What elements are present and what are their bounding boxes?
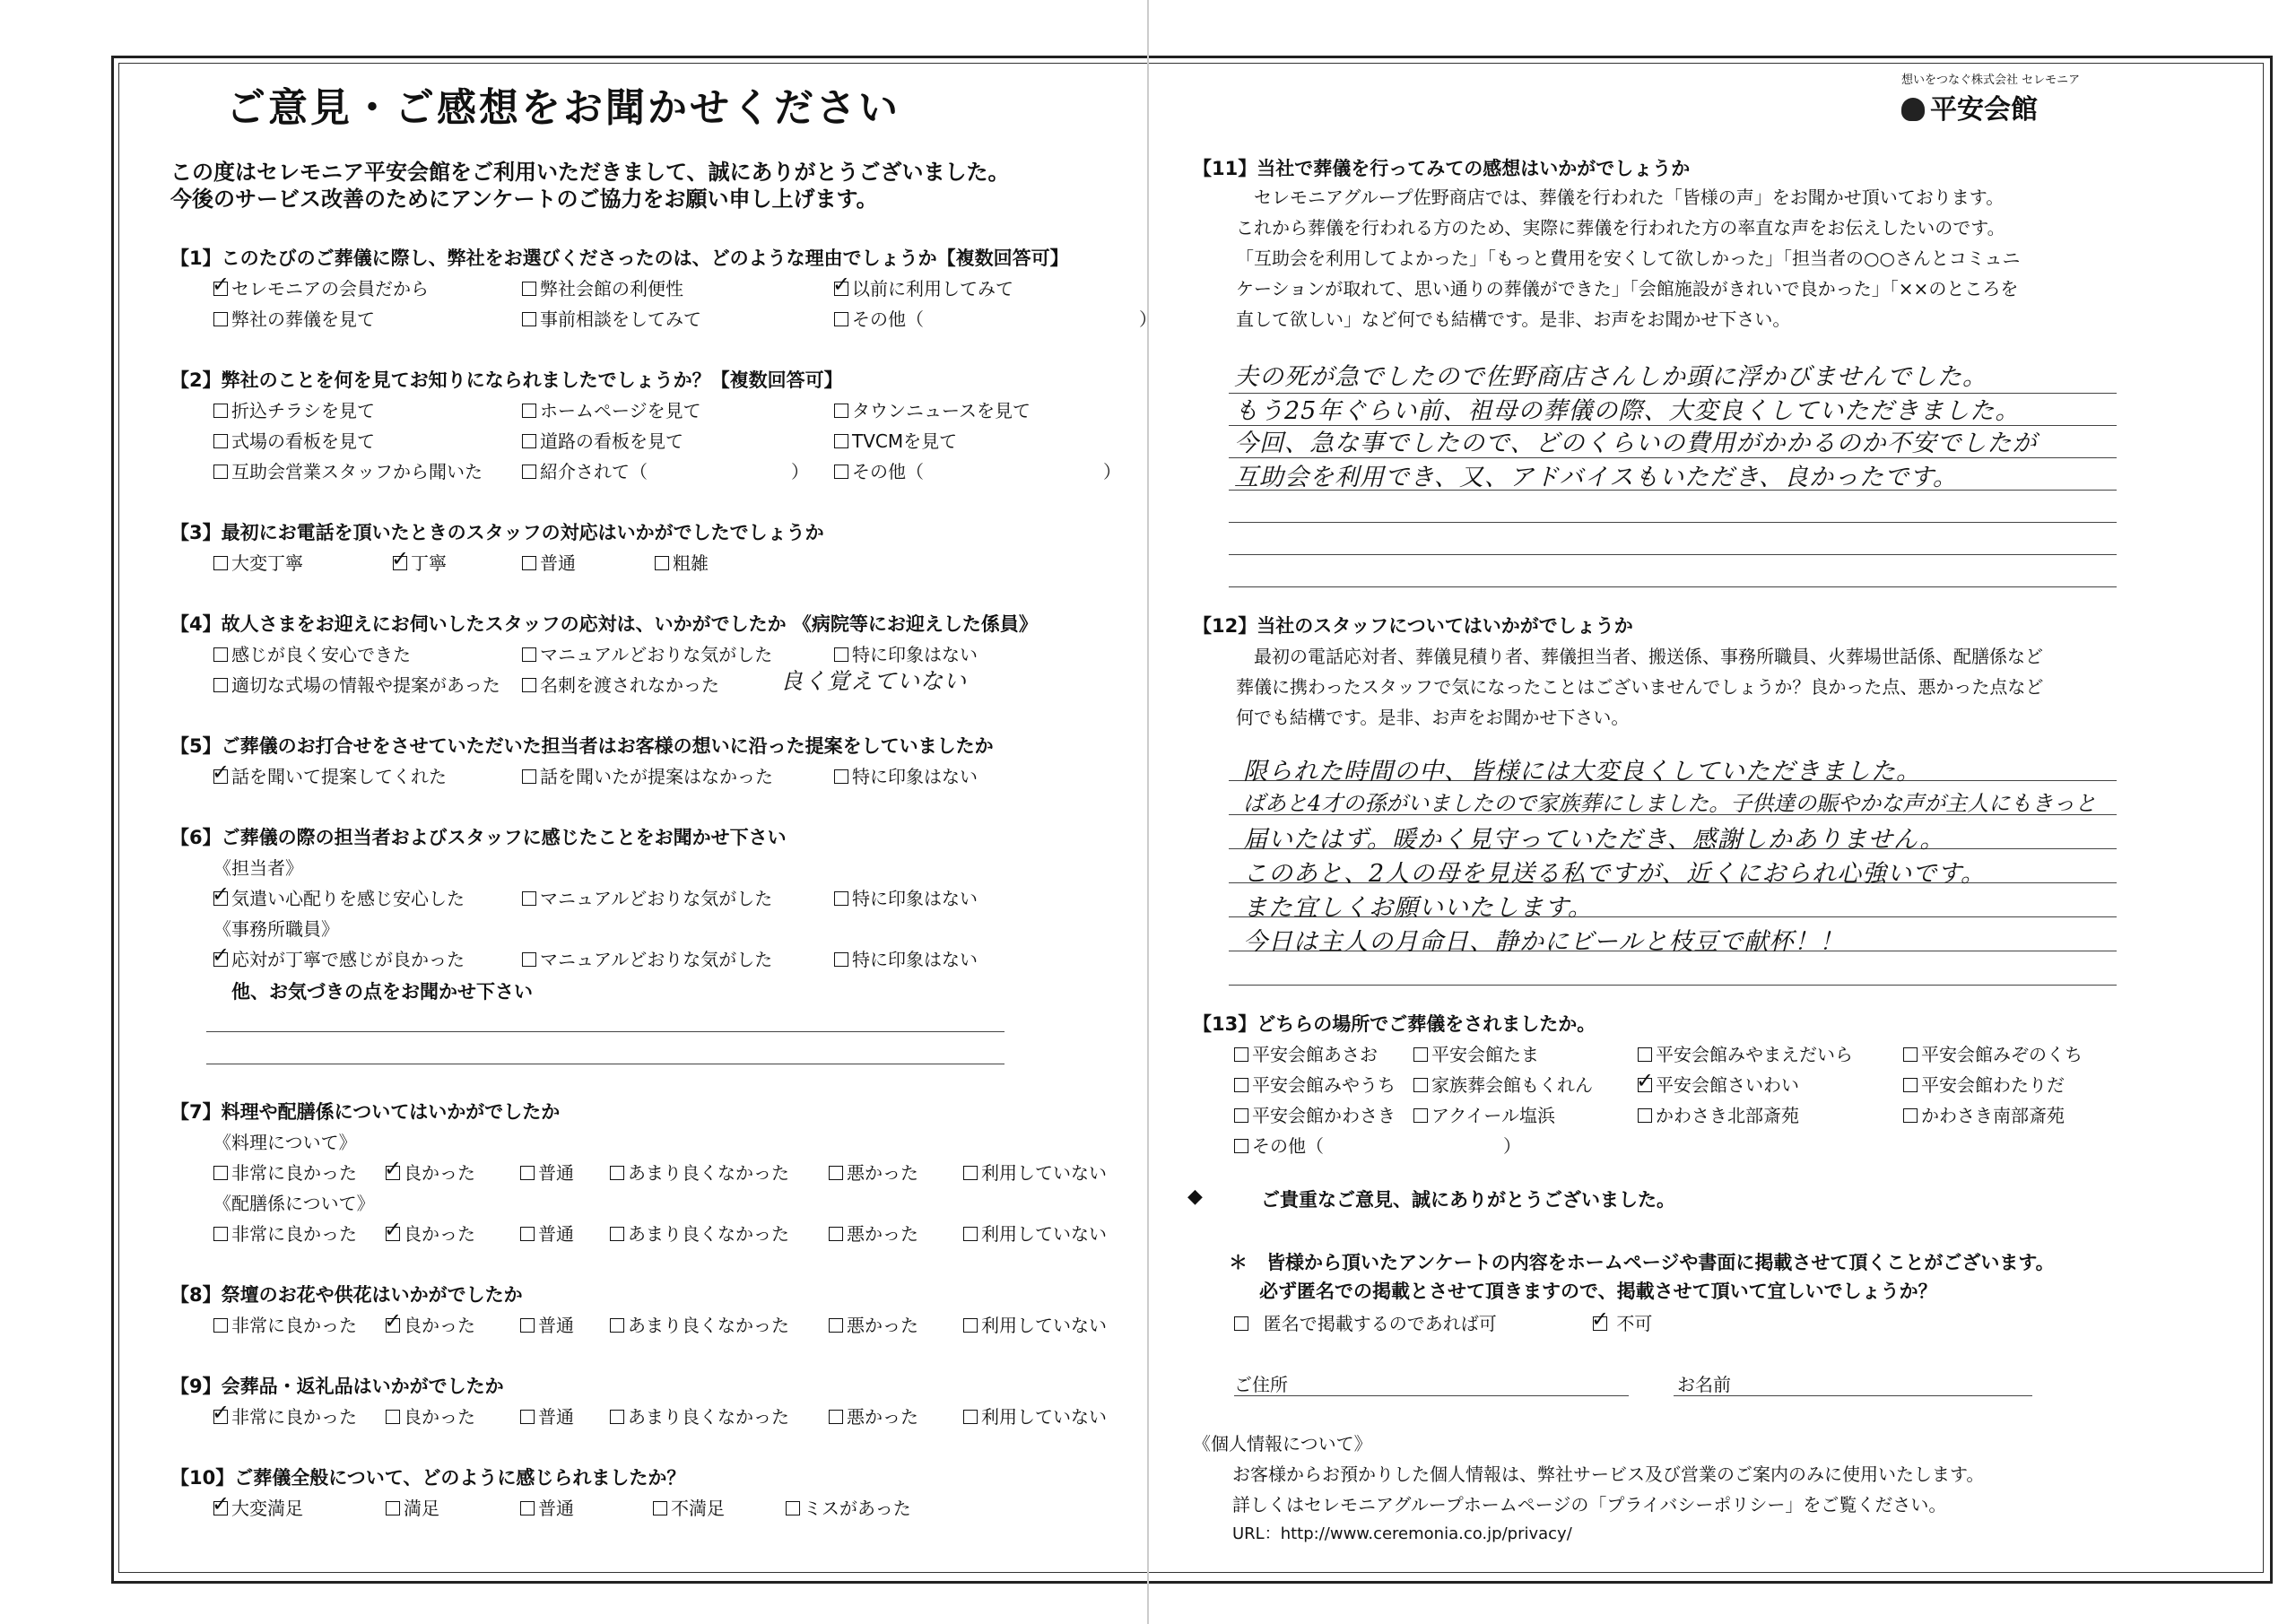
checkbox[interactable]: [1638, 1047, 1652, 1062]
q4-option[interactable]: 名刺を渡されなかった: [522, 671, 719, 697]
q2-label: 【2】弊社のことを何を見てお知りになられましたでしょうか？【複数回答可】: [170, 369, 843, 391]
q7-option[interactable]: 利用していない: [963, 1220, 1107, 1246]
q8-label: 【8】祭壇のお花や供花はいかがでしたか: [170, 1284, 523, 1306]
q5-option[interactable]: ✓話を聞いて提案してくれた: [213, 762, 447, 788]
q12-handwritten-line: ばあと4才の孫がいましたので家族葬にしました。子供達の賑やかな声が主人にもきっと: [1243, 791, 2097, 816]
checkbox[interactable]: [386, 1501, 400, 1515]
checkbox[interactable]: [834, 434, 848, 448]
q9-option[interactable]: 利用していない: [963, 1403, 1107, 1429]
checkbox[interactable]: [1413, 1108, 1428, 1123]
q11-body-line: ケーションが取れて、思い通りの葬儀ができた」「会館施設がきれいで良かった」「××のところを: [1236, 278, 2019, 300]
checkbox[interactable]: [834, 465, 848, 479]
q13-option[interactable]: 家族葬会館もくれん: [1413, 1071, 1593, 1097]
q6-label: 【6】ご葬儀の際の担当者およびスタッフに感じたことをお聞かせ下さい: [170, 827, 787, 848]
diamond-icon: ◆: [1187, 1185, 1203, 1208]
q2-option[interactable]: 互助会営業スタッフから聞いた: [213, 457, 483, 483]
checkbox[interactable]: [522, 678, 536, 692]
q4-option[interactable]: 特に印象はない: [834, 640, 978, 666]
q13-label: 【13】どちらの場所でご葬儀をされましたか。: [1193, 1013, 1596, 1035]
checkbox[interactable]: [1234, 1047, 1248, 1062]
q4-option[interactable]: マニュアルどおりな気がした: [522, 640, 772, 666]
q3-option[interactable]: ✓ 丁寧: [393, 549, 447, 575]
q4-handwritten-note: 良く覚えていない: [780, 668, 968, 694]
q10-option[interactable]: ミスがあった: [786, 1494, 911, 1520]
checkbox[interactable]: [522, 434, 536, 448]
checkbox[interactable]: [213, 1227, 228, 1241]
q7-option[interactable]: ✓ 良かった: [386, 1159, 475, 1185]
q2-option[interactable]: 式場の看板を見て: [213, 427, 375, 453]
checkbox[interactable]: [1234, 1108, 1248, 1123]
q11-answer-line[interactable]: [1229, 586, 2117, 587]
q2-option[interactable]: ホームページを見て: [522, 396, 701, 422]
checkbox-checked[interactable]: [213, 891, 228, 906]
q2-option[interactable]: 折込チラシを見て: [213, 396, 375, 422]
checkbox[interactable]: [834, 312, 848, 326]
checkbox[interactable]: [520, 1166, 535, 1180]
q11-body-line: 「互助会を利用してよかった」「もっと費用を安くして欲しかった」「担当者の○○さんとコミュニ: [1236, 248, 2021, 269]
q11-handwritten-line: 互助会を利用でき、又、アドバイスもいただき、良かったです。: [1234, 464, 1958, 491]
q13-option[interactable]: その他（ ）: [1234, 1132, 1521, 1158]
q9-option[interactable]: あまり良くなかった: [610, 1403, 789, 1429]
q12-body-line: 何でも結構です。是非、お声をお聞かせ下さい。: [1236, 707, 1630, 728]
q5-option[interactable]: 特に印象はない: [834, 762, 978, 788]
checkbox[interactable]: [213, 647, 228, 662]
checkbox[interactable]: [1638, 1108, 1652, 1123]
checkbox[interactable]: [1413, 1078, 1428, 1092]
q5-label: 【5】ご葬儀のお打合せをさせていただいた担当者はお客様の想いに沿った提案をしていましたか: [170, 735, 994, 757]
q7-option[interactable]: ✓ 良かった: [386, 1220, 475, 1246]
q6-option[interactable]: 特に印象はない: [834, 884, 978, 910]
q7-label: 【7】料理や配膳係についてはいかがでしたか: [170, 1101, 561, 1123]
q6-sub-office: 《事務所職員》: [213, 918, 339, 940]
q13-option[interactable]: 平安会館たま: [1413, 1040, 1539, 1066]
logo-name: 平安会館: [1930, 94, 2038, 126]
checkbox[interactable]: [520, 1501, 535, 1515]
q3-option[interactable]: 普通: [522, 549, 576, 575]
publish-option-ng[interactable]: ✓ 不可: [1593, 1309, 1652, 1335]
q12-body-line: 最初の電話応対者、葬儀見積り者、葬儀担当者、搬送係、事務所職員、火葬場世話係、配膳係など: [1254, 646, 2043, 667]
address-label: ご住所: [1234, 1374, 1288, 1395]
q1-option[interactable]: 弊社会館の利便性: [522, 274, 683, 300]
privacy-url-link[interactable]: URL：http://www.ceremonia.co.jp/privacy/: [1232, 1524, 1572, 1543]
checkbox[interactable]: [834, 952, 848, 967]
checkbox[interactable]: [522, 769, 536, 784]
checkbox[interactable]: [522, 647, 536, 662]
privacy-line-2: 詳しくはセレモニアグループホームページの「プライバシーポリシー」をご覧ください。: [1232, 1494, 1947, 1515]
q8-option[interactable]: 普通: [520, 1311, 574, 1337]
checkbox[interactable]: [1903, 1108, 1918, 1123]
checkbox[interactable]: [829, 1410, 843, 1424]
checkbox[interactable]: [655, 556, 669, 570]
checkbox[interactable]: [834, 769, 848, 784]
q2-option[interactable]: タウンニュースを見て: [834, 396, 1031, 422]
q6-other-label: 他、お気づきの点をお聞かせ下さい: [231, 981, 533, 1003]
intro-line-2: 今後のサービス改善のためにアンケートのご協力をお願い申し上げます。: [170, 187, 878, 212]
checkbox[interactable]: [1903, 1047, 1918, 1062]
q10-option[interactable]: 満足: [386, 1494, 439, 1520]
q4-option[interactable]: 感じが良く安心できた: [213, 640, 411, 666]
checkbox[interactable]: [522, 556, 536, 570]
q13-option[interactable]: アクイール塩浜: [1413, 1101, 1555, 1127]
q7-option[interactable]: 非常に良かった: [213, 1159, 357, 1185]
q13-option[interactable]: 平安会館みやまえだいら: [1638, 1040, 1853, 1066]
logo-tagline: 想いをつなぐ株式会社 セレモニア: [1901, 74, 2081, 87]
checkbox[interactable]: [834, 404, 848, 418]
privacy-line-1: お客様からお預かりした個人情報は、弊社サービス及び営業のご案内のみに使用いたします。: [1232, 1463, 1985, 1485]
q1-label: 【1】このたびのご葬儀に際し、弊社をお選びくださったのは、どのような理由でしょうか【複数回答可】: [170, 248, 1069, 269]
q6-option[interactable]: マニュアルどおりな気がした: [522, 945, 772, 971]
q7-option[interactable]: 普通: [520, 1220, 574, 1246]
q1-option[interactable]: ✓ 以前に利用してみて: [834, 274, 1013, 300]
checkbox[interactable]: [522, 312, 536, 326]
publish-option-ok[interactable]: 匿名で掲載するのであれば可: [1234, 1309, 1497, 1335]
checkbox[interactable]: [522, 465, 536, 479]
checkbox[interactable]: [522, 952, 536, 967]
q1-option[interactable]: 事前相談をしてみて: [522, 305, 701, 331]
q7-option[interactable]: 非常に良かった: [213, 1220, 357, 1246]
checkbox[interactable]: [1234, 1139, 1248, 1153]
q8-option[interactable]: ✓ 良かった: [386, 1311, 475, 1337]
checkbox[interactable]: [834, 891, 848, 906]
checkbox[interactable]: [829, 1166, 843, 1180]
checkbox[interactable]: [610, 1410, 624, 1424]
q1-option[interactable]: ✓セレモニアの会員だから: [213, 274, 429, 300]
checkbox[interactable]: [610, 1318, 624, 1333]
q3-option[interactable]: 大変丁寧: [213, 549, 303, 575]
checkbox[interactable]: [520, 1227, 535, 1241]
checkbox[interactable]: [522, 404, 536, 418]
q13-option[interactable]: 平安会館みやうち: [1234, 1071, 1396, 1097]
checkbox-checked[interactable]: [1638, 1078, 1652, 1092]
publish-line-2: 必ず匿名での掲載とさせて頂きますので、掲載させて頂いて宜しいでしょうか？: [1259, 1281, 1937, 1302]
checkbox[interactable]: [610, 1227, 624, 1241]
q11-body-line: これから葬儀を行われる方のため、実際に葬儀を行われた方の率直な声をお伝えしたいのです。: [1236, 217, 2005, 239]
q5-option[interactable]: 話を聞いたが提案はなかった: [522, 762, 773, 788]
q11-body-line: 直して欲しい」など何でも結構です。是非、お声をお聞かせ下さい。: [1236, 308, 1791, 330]
q8-option[interactable]: 悪かった: [829, 1311, 918, 1337]
checkbox[interactable]: [786, 1501, 800, 1515]
q9-option[interactable]: 普通: [520, 1403, 574, 1429]
q2-option[interactable]: TVCMを見て: [834, 427, 957, 453]
q1-option[interactable]: 弊社の葬儀を見て: [213, 305, 375, 331]
q12-handwritten-line: 今日は主人の月命日、静かにビールと枝豆で献杯！！: [1243, 928, 1845, 956]
checkbox[interactable]: [520, 1318, 535, 1333]
thanks-message: ご貴重なご意見、誠にありがとうございました。: [1261, 1189, 1675, 1211]
checkbox[interactable]: [1903, 1078, 1918, 1092]
checkbox[interactable]: [963, 1410, 978, 1424]
checkbox[interactable]: [213, 465, 228, 479]
q7-sub-food: 《料理について》: [213, 1132, 357, 1153]
checkbox[interactable]: [213, 556, 228, 570]
checkbox[interactable]: [522, 891, 536, 906]
q13-option[interactable]: 平安会館わたりだ: [1903, 1071, 2065, 1097]
publish-line-1: ＊ 皆様から頂いたアンケートの内容をホームページや書面に掲載させて頂くことがございます。: [1229, 1252, 2055, 1273]
checkbox-checked[interactable]: [213, 1410, 228, 1424]
q10-option[interactable]: 普通: [520, 1494, 574, 1520]
q8-option[interactable]: あまり良くなかった: [610, 1311, 789, 1337]
name-label: お名前: [1677, 1374, 1731, 1395]
checkbox[interactable]: [963, 1318, 978, 1333]
checkbox[interactable]: [213, 678, 228, 692]
q12-handwritten-line: このあと、2人の母を見送る私ですが、近くにおられ心強いです。: [1243, 860, 1987, 888]
checkbox[interactable]: [213, 312, 228, 326]
q12-handwritten-line: 届いたはず。暖かく見守っていただき、感謝しかありません。: [1243, 826, 1945, 854]
q10-option[interactable]: ✓大変満足: [213, 1494, 303, 1520]
q8-option[interactable]: 非常に良かった: [213, 1311, 357, 1337]
q6-option[interactable]: ✓応対が丁寧で感じが良かった: [213, 945, 465, 971]
q7-sub-serving: 《配膳係について》: [213, 1193, 375, 1214]
checkbox-checked[interactable]: [386, 1166, 400, 1180]
checkbox-checked[interactable]: [393, 556, 407, 570]
q9-option[interactable]: 悪かった: [829, 1403, 918, 1429]
company-logo: [1901, 70, 2080, 126]
address-field[interactable]: [1234, 1395, 1629, 1396]
q12-body-line: 葬儀に携わったスタッフで気になったことはございませんでしょうか？良かった点、悪かった点など: [1236, 676, 2044, 698]
q11-handwritten-line: 今回、急な事でしたので、どのくらいの費用がかかるのか不安でしたが: [1234, 430, 2038, 457]
q9-option[interactable]: 良かった: [386, 1403, 475, 1429]
q10-option[interactable]: 不満足: [653, 1494, 725, 1520]
checkbox[interactable]: [963, 1166, 978, 1180]
q7-option[interactable]: 悪かった: [829, 1220, 918, 1246]
q11-answer-line[interactable]: [1229, 554, 2117, 555]
q4-option[interactable]: 適切な式場の情報や提案があった: [213, 671, 500, 697]
checkbox[interactable]: [834, 647, 848, 662]
q12-handwritten-line: また宜しくお願いいたします。: [1243, 894, 1593, 922]
checkbox[interactable]: [1234, 1316, 1248, 1331]
checkbox[interactable]: [213, 404, 228, 418]
checkbox[interactable]: [213, 1166, 228, 1180]
q4-label: 【4】故人さまをお迎えにお伺いしたスタッフの応対は、いかがでしたか 《病院等にお迎えした係員》: [170, 613, 1038, 635]
page-fold: [1147, 0, 1149, 1624]
q12-label: 【12】当社のスタッフについてはいかがでしょうか: [1193, 615, 1633, 637]
q2-option[interactable]: その他（ ）: [834, 457, 1121, 483]
checkbox[interactable]: [522, 282, 536, 296]
q1-option[interactable]: その他（ ）: [834, 305, 1157, 331]
q12-answer-line[interactable]: [1229, 985, 2117, 986]
intro-line-1: この度はセレモニア平安会館をご利用いただきまして、誠にありがとうございました。: [170, 160, 1010, 185]
q9-option[interactable]: ✓非常に良かった: [213, 1403, 357, 1429]
checkbox-checked[interactable]: [213, 769, 228, 784]
checkbox[interactable]: [829, 1227, 843, 1241]
q13-option[interactable]: かわさき南部斎苑: [1903, 1101, 2065, 1127]
checkbox[interactable]: [386, 1410, 400, 1424]
checkbox[interactable]: [1413, 1047, 1428, 1062]
q13-option[interactable]: 平安会館あさお: [1234, 1040, 1378, 1066]
q8-option[interactable]: 利用していない: [963, 1311, 1107, 1337]
checkbox[interactable]: [653, 1501, 667, 1515]
q11-body-line: セレモニアグループ佐野商店では、葬儀を行われた「皆様の声」をお聞かせ頂いております。: [1254, 187, 2005, 208]
checkbox[interactable]: [213, 434, 228, 448]
q7-option[interactable]: 悪かった: [829, 1159, 918, 1185]
q6-answer-line[interactable]: [206, 1031, 1004, 1032]
q13-option[interactable]: かわさき北部斎苑: [1638, 1101, 1799, 1127]
checkbox[interactable]: [520, 1410, 535, 1424]
privacy-heading: 《個人情報について》: [1193, 1433, 1372, 1455]
checkbox-checked[interactable]: [386, 1318, 400, 1333]
q3-option[interactable]: 粗雑: [655, 549, 709, 575]
checkbox[interactable]: [610, 1166, 624, 1180]
name-field[interactable]: [1674, 1395, 2032, 1396]
q6-option[interactable]: 特に印象はない: [834, 945, 978, 971]
logo-mark-icon: [1901, 98, 1925, 121]
q2-option[interactable]: 紹介されて（ ）: [522, 457, 809, 483]
checkbox-checked[interactable]: [1593, 1316, 1607, 1331]
checkbox-checked[interactable]: [213, 282, 228, 296]
checkbox-checked[interactable]: [834, 282, 848, 296]
checkbox-checked[interactable]: [213, 1501, 228, 1515]
q7-option[interactable]: あまり良くなかった: [610, 1159, 789, 1185]
q2-option[interactable]: 道路の看板を見て: [522, 427, 683, 453]
q6-option[interactable]: ✓気遣い心配りを感じ安心した: [213, 884, 465, 910]
q11-answer-line[interactable]: [1229, 522, 2117, 523]
checkbox[interactable]: [963, 1227, 978, 1241]
q6-sub-staff: 《担当者》: [213, 857, 303, 879]
q10-label: 【10】ご葬儀全般について、どのように感じられましたか？: [170, 1467, 686, 1489]
page-title: ご意見・ご感想をお聞かせください: [226, 85, 900, 131]
q13-option[interactable]: 平安会館みぞのくち: [1903, 1040, 2083, 1066]
q11-handwritten-line: 夫の死が急でしたので佐野商店さんしか頭に浮かびませんでした。: [1234, 363, 1987, 391]
checkbox-checked[interactable]: [213, 952, 228, 967]
q13-option[interactable]: 平安会館かわさき: [1234, 1101, 1396, 1127]
checkbox-checked[interactable]: [386, 1227, 400, 1241]
q11-label: 【11】当社で葬儀を行ってみての感想はいかがでしょうか: [1193, 158, 1691, 179]
checkbox[interactable]: [829, 1318, 843, 1333]
q12-handwritten-line: 限られた時間の中、皆様には大変良くしていただきました。: [1243, 758, 1921, 786]
checkbox[interactable]: [213, 1318, 228, 1333]
q6-option[interactable]: マニュアルどおりな気がした: [522, 884, 772, 910]
checkbox[interactable]: [1234, 1078, 1248, 1092]
q13-option[interactable]: ✓ 平安会館さいわい: [1638, 1071, 1799, 1097]
q7-option[interactable]: あまり良くなかった: [610, 1220, 789, 1246]
q9-label: 【9】会葬品・返礼品はいかがでしたか: [170, 1376, 504, 1397]
q3-label: 【3】最初にお電話を頂いたときのスタッフの対応はいかがでしたでしょうか: [170, 522, 824, 543]
q7-option[interactable]: 普通: [520, 1159, 574, 1185]
q11-handwritten-line: もう25年ぐらい前、祖母の葬儀の際、大変良くしていただきました。: [1234, 397, 2021, 425]
q7-option[interactable]: 利用していない: [963, 1159, 1107, 1185]
